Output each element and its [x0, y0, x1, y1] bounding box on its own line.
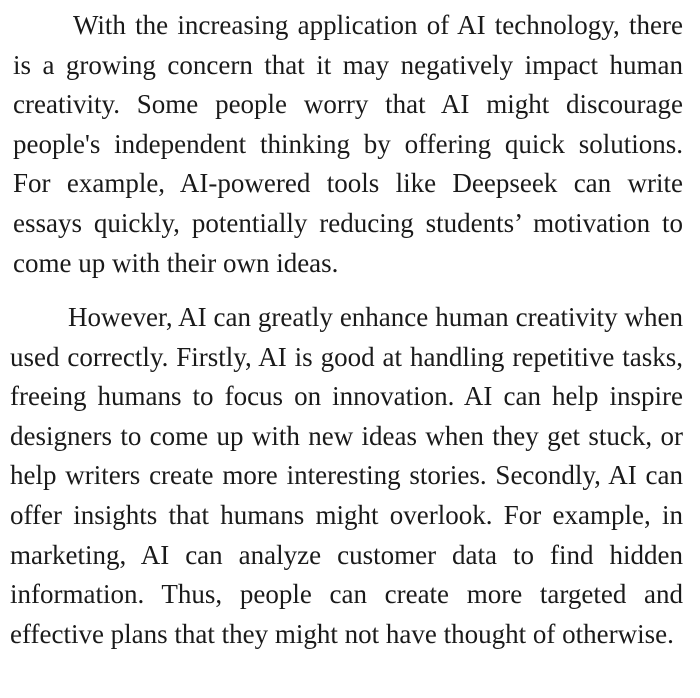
- paragraph-2: However, AI can greatly enhance human creativity when used correctly. Firstly, AI is good at handling repetitive tasks, freeing humans to focus on innovation. AI can help inspire designers to come up with new ideas when they get stuck, or help writers create more interesting stories. Secondly, AI can offer insights that humans might overlook. For example, in marketing, AI can analyze customer data to find hidden information. Thus, people can create more targeted and effective plans that they might not have thought of otherwise.: [10, 302, 683, 649]
- paragraph-1: With the increasing application of AI technology, there is a growing concern that it may negatively impact human creativity. Some people worry that AI might discourage people's independent thinking by offering quick solutions. For example, AI-powered tools like Deepseek can write essays quickly, potentially reducing students’ motivation to come up with their own ideas.: [13, 10, 683, 278]
